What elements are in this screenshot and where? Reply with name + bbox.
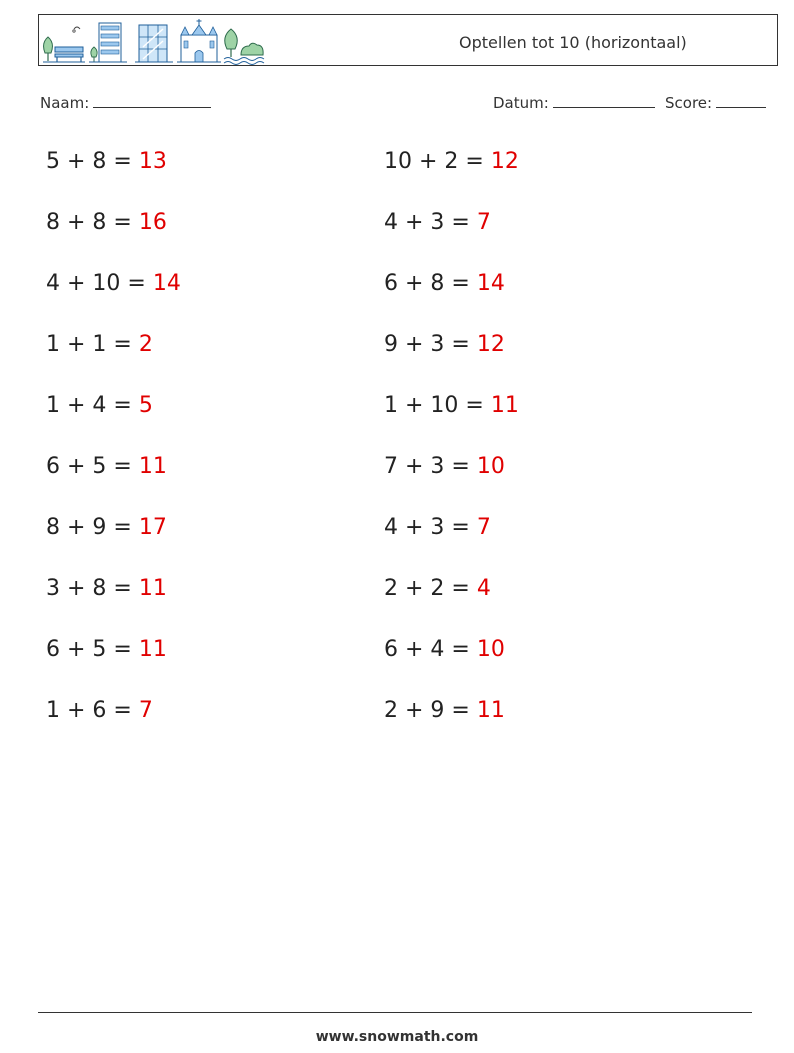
problem-answer: 14 bbox=[476, 271, 505, 296]
problem-item bbox=[384, 453, 505, 481]
problem-answer: 7 bbox=[476, 515, 491, 540]
problem-answer: 4 bbox=[476, 576, 491, 601]
problem-answer: 11 bbox=[138, 637, 167, 662]
problem-item bbox=[46, 331, 153, 359]
date-label: Datum: bbox=[493, 94, 549, 112]
glass-building-icon bbox=[135, 25, 173, 62]
date-field bbox=[493, 92, 655, 113]
problem-question: 1 + 4 = bbox=[46, 393, 132, 418]
problem-answer: 14 bbox=[152, 271, 181, 296]
problem-answer: 2 bbox=[138, 332, 153, 357]
problem-question: 7 + 3 = bbox=[384, 454, 470, 479]
problem-item bbox=[384, 514, 491, 542]
footer-url[interactable]: www.snowmath.com bbox=[315, 1029, 479, 1045]
problem-item bbox=[46, 148, 167, 176]
problem-question: 4 + 3 = bbox=[384, 515, 470, 540]
score-label: Score: bbox=[665, 94, 713, 112]
name-field bbox=[40, 92, 211, 113]
problem-question: 8 + 8 = bbox=[46, 210, 132, 235]
problem-question: 6 + 5 = bbox=[46, 454, 132, 479]
problem-answer: 7 bbox=[138, 698, 153, 723]
problem-item bbox=[384, 331, 505, 359]
problem-item bbox=[46, 209, 167, 237]
problem-item bbox=[384, 209, 491, 237]
trees-river-icon bbox=[224, 29, 264, 65]
date-blank-line bbox=[553, 92, 655, 108]
score-blank-line bbox=[716, 92, 766, 108]
problem-question: 6 + 5 = bbox=[46, 637, 132, 662]
problem-question: 2 + 9 = bbox=[384, 698, 470, 723]
problem-item bbox=[46, 514, 167, 542]
problem-answer: 10 bbox=[476, 454, 505, 479]
problem-answer: 17 bbox=[138, 515, 167, 540]
problem-answer: 7 bbox=[476, 210, 491, 235]
office-tower-icon bbox=[89, 23, 127, 62]
problem-answer: 10 bbox=[476, 637, 505, 662]
problem-answer: 11 bbox=[490, 393, 519, 418]
problem-question: 1 + 6 = bbox=[46, 698, 132, 723]
problem-question: 8 + 9 = bbox=[46, 515, 132, 540]
score-field bbox=[665, 92, 766, 113]
problem-answer: 11 bbox=[138, 454, 167, 479]
name-label: Naam: bbox=[40, 94, 90, 112]
problem-item bbox=[384, 636, 505, 664]
problem-question: 6 + 4 = bbox=[384, 637, 470, 662]
problem-item bbox=[46, 270, 181, 298]
city-illustration bbox=[41, 17, 271, 65]
problem-answer: 11 bbox=[138, 576, 167, 601]
problem-question: 1 + 1 = bbox=[46, 332, 132, 357]
problem-item bbox=[384, 575, 491, 603]
problem-question: 2 + 2 = bbox=[384, 576, 470, 601]
problem-answer: 16 bbox=[138, 210, 167, 235]
problem-item bbox=[46, 453, 167, 481]
problem-item bbox=[384, 148, 519, 176]
footer-divider bbox=[38, 1012, 752, 1013]
worksheet-title: Optellen tot 10 (horizontaal) bbox=[459, 33, 687, 52]
problem-item bbox=[384, 270, 505, 298]
problem-question: 1 + 10 = bbox=[384, 393, 484, 418]
problem-answer: 11 bbox=[476, 698, 505, 723]
problem-answer: 5 bbox=[138, 393, 153, 418]
problem-item bbox=[384, 392, 519, 420]
church-icon bbox=[177, 19, 221, 62]
problem-question: 10 + 2 = bbox=[384, 149, 484, 174]
name-blank-line bbox=[93, 92, 211, 108]
problem-answer: 13 bbox=[138, 149, 167, 174]
worksheet-header bbox=[38, 14, 778, 66]
park-bench-icon bbox=[43, 27, 85, 62]
problem-question: 9 + 3 = bbox=[384, 332, 470, 357]
problem-item bbox=[384, 697, 505, 725]
problem-question: 6 + 8 = bbox=[384, 271, 470, 296]
problem-question: 4 + 3 = bbox=[384, 210, 470, 235]
problem-question: 4 + 10 = bbox=[46, 271, 146, 296]
problem-question: 5 + 8 = bbox=[46, 149, 132, 174]
problem-answer: 12 bbox=[476, 332, 505, 357]
problem-item bbox=[46, 575, 167, 603]
problem-item bbox=[46, 392, 153, 420]
problem-item bbox=[46, 636, 167, 664]
problem-question: 3 + 8 = bbox=[46, 576, 132, 601]
problem-answer: 12 bbox=[490, 149, 519, 174]
problem-item bbox=[46, 697, 153, 725]
